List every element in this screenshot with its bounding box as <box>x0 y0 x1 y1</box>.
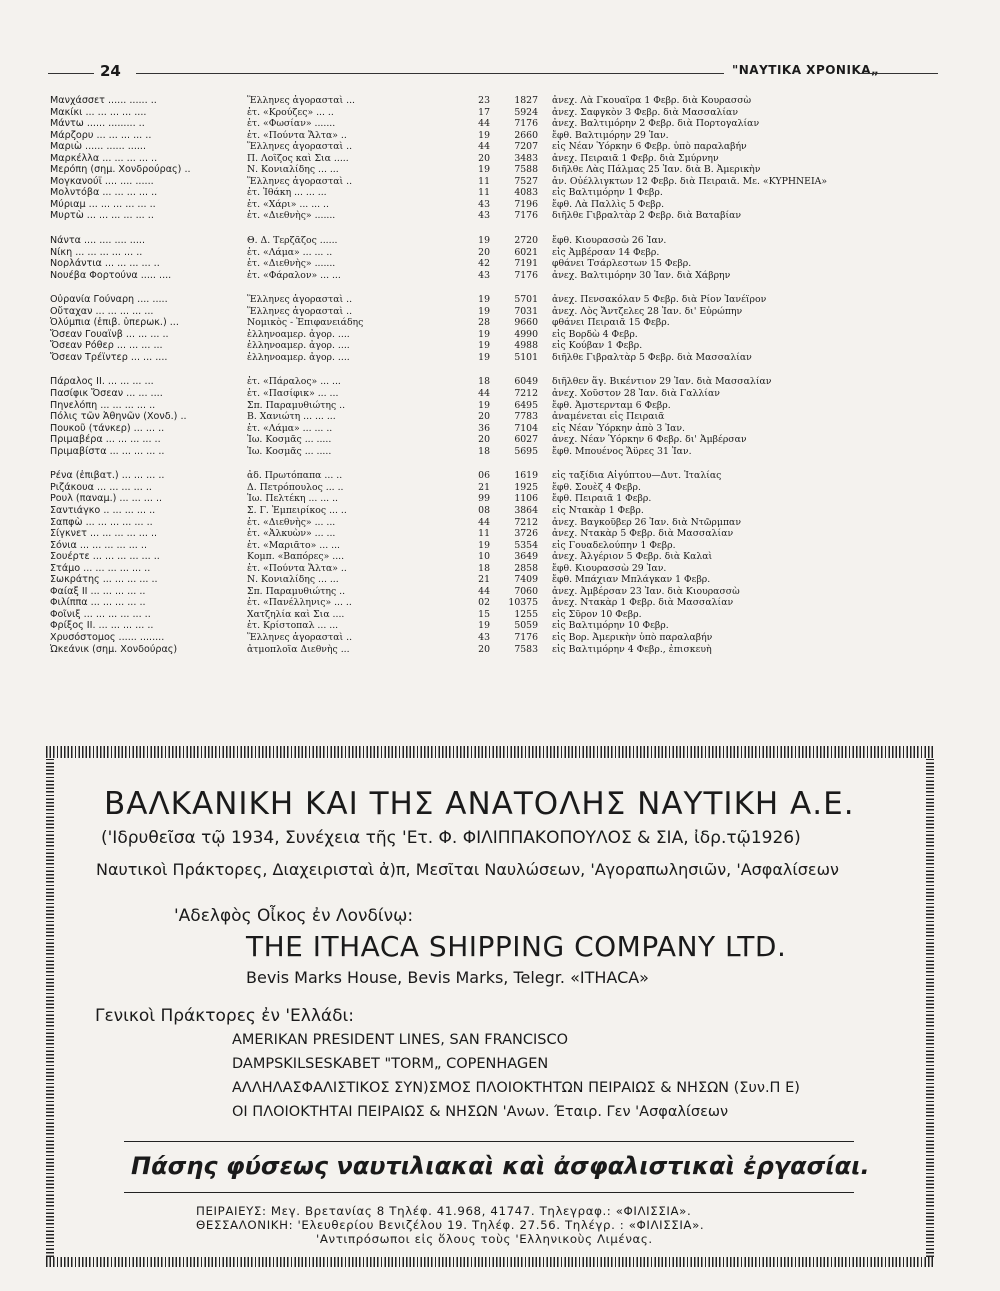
ad-sister-house: 'Αδελφὸς Οἶκος ἐν Λονδίνῳ: <box>174 906 414 926</box>
ship-position: ἔφθ. Πειραιᾶ 1 Φεβρ. <box>552 493 652 505</box>
ship-tonnage: 7588 <box>514 164 538 176</box>
ship-code: 17 <box>478 106 490 118</box>
ship-tonnage: 1827 <box>514 95 538 106</box>
ship-name: Φιλίππα ... ... ... ... .. <box>50 597 146 609</box>
table-row <box>50 423 950 435</box>
table-row <box>50 505 950 517</box>
ship-name: Σαπφὼ ... ... ... ... ... .. <box>50 516 153 528</box>
ship-code: 20 <box>478 643 490 655</box>
ship-code: 19 <box>478 294 490 306</box>
ship-tonnage: 4988 <box>514 340 538 352</box>
ship-agent: Ἰω. Πελτέκη ... ... .. <box>247 493 338 505</box>
ship-code: 21 <box>478 574 490 586</box>
ship-tonnage: 7196 <box>514 198 538 210</box>
ship-name: Πάραλος ΙΙ. ... ... ... ... <box>50 376 154 388</box>
ship-tonnage: 5924 <box>514 106 538 118</box>
ship-code: 19 <box>478 539 490 551</box>
ship-agent: Ν. Κονιαλίδης ... ... <box>247 164 339 176</box>
ship-position: ἔφθ. Κιουρασσὼ 29 Ἰαν. <box>552 562 667 574</box>
ship-name: Μαριὼ ...... ...... ...... <box>50 141 147 153</box>
ship-code: 19 <box>478 620 490 632</box>
ship-agent: Χατζηλία καὶ Σια .... <box>247 608 345 620</box>
journal-title: "ΝΑΥΤΙΚΑ ΧΡΟΝΙΚΑ„ <box>732 63 880 77</box>
ship-agent: Σπ. Παραμυθιώτης .. <box>247 585 346 597</box>
ship-tonnage: 5701 <box>514 294 538 306</box>
ship-position: ἀνεχ. Πενσακόλαν 5 Φεβρ. διὰ Ρίον Ἰανέϊρον <box>552 294 767 306</box>
ship-name: Μογκανούϊ .... .... ...... <box>50 175 154 187</box>
ship-agent: ἑτ. «Πασίφικ» ... ... <box>247 388 339 400</box>
ship-position: ἀνεχ. Βαλτιμόρην 30 Ἰαν. διὰ Χάβρην <box>552 269 731 281</box>
ship-tonnage: 2660 <box>514 129 538 141</box>
ship-position: διῆλθε Γιβραλτὰρ 2 Φεβρ. διὰ Βαταβίαν <box>552 210 742 222</box>
ship-code: 44 <box>478 585 490 597</box>
table-row <box>50 517 950 529</box>
ad-agent-line: ΟΙ ΠΛΟΙΟΚΤΗΤΑΙ ΠΕΙΡΑΙΩΣ & ΝΗΣΩΝ 'Ανων. Έταιρ. Γεν 'Ασφαλίσεων <box>232 1104 729 1120</box>
ship-tonnage: 3649 <box>514 551 538 563</box>
ship-code: 44 <box>478 516 490 528</box>
ship-tonnage: 1925 <box>514 481 538 493</box>
ship-tonnage: 10375 <box>508 597 538 609</box>
ship-tonnage: 5354 <box>514 539 538 551</box>
ship-group <box>50 95 950 222</box>
ship-position: ἀνεχ. Νέαν Ὑόρκην 6 Φεβρ. δι' Ἀμβέρσαν <box>552 434 747 446</box>
table-row <box>50 411 950 423</box>
ship-position: ἀνεχ. Σαφγκὸν 3 Φεβρ. διὰ Μασσαλίαν <box>552 106 738 118</box>
decorative-border <box>46 746 934 758</box>
ship-agent: ἑτ. «Πούντα Ἄλτα» .. <box>247 129 347 141</box>
ship-tonnage: 6027 <box>514 434 538 446</box>
ship-code: 19 <box>478 235 490 247</box>
ship-name: Πασίφικ Ὄσεαν ... ... .... <box>50 388 163 400</box>
ship-position: εἰς Σῦρον 10 Φεβρ. <box>552 608 642 620</box>
ship-code: 19 <box>478 399 490 411</box>
ship-agent: ἑτ. «Διεθνὴς» ... ... <box>247 516 336 528</box>
header-rule <box>136 73 724 74</box>
ship-code: 11 <box>478 175 490 187</box>
ship-agent: Ἕλληνες ἀγορασταὶ .. <box>247 631 353 643</box>
ship-agent: Σ. Γ. Ἐμπειρίκος ... .. <box>247 504 347 516</box>
ship-tonnage: 7104 <box>514 422 538 434</box>
ad-representatives: 'Αντιπρόσωποι εἰς ὅλους τοὺς 'Ελληνικοὺς Λιμένας. <box>316 1232 653 1246</box>
table-row <box>50 597 950 609</box>
ship-position: εἰς Βαλτιμόρην 10 Φεβρ. <box>552 620 669 632</box>
ad-rule <box>124 1192 854 1193</box>
ship-name: Νάντα .... .... .... ..... <box>50 235 146 247</box>
ship-tonnage: 7207 <box>514 141 538 153</box>
table-row <box>50 540 950 552</box>
table-row <box>50 388 950 400</box>
table-row <box>50 586 950 598</box>
ship-code: 06 <box>478 470 490 482</box>
ship-position: ἀν. Οὐέλλιγκτων 12 Φεβρ. διὰ Πειραιᾶ. Με. «ΚΥΡΗΝΕΙΑ» <box>552 175 828 187</box>
ship-name: Σουέρτε ... ... ... ... ... .. <box>50 551 160 563</box>
ship-agent: ἑτ. «Κρούζες» ... .. <box>247 106 334 118</box>
ship-code: 11 <box>478 187 490 199</box>
ship-name: Νίκη ... ... ... ... ... .. <box>50 246 143 258</box>
ad-agent-line: AMERIKAN PRESIDENT LINES, SAN FRANCISCO <box>232 1032 569 1048</box>
table-row <box>50 434 950 446</box>
ship-code: 23 <box>478 95 490 106</box>
ship-code: 44 <box>478 118 490 130</box>
table-row <box>50 644 950 656</box>
ship-code: 19 <box>478 340 490 352</box>
ship-agent: Π. Λοΐζος καὶ Σια ..... <box>247 152 349 164</box>
ship-name: Μανχάσσετ ...... ...... .. <box>50 95 157 106</box>
ship-agent: ἑλληνοαμερ. ἀγορ. .... <box>247 328 350 340</box>
ship-code: 19 <box>478 305 490 317</box>
ship-name: Μερόπη (σημ. Χονδρούρας) .. <box>50 164 191 176</box>
table-row <box>50 400 950 412</box>
ship-tonnage: 7176 <box>514 269 538 281</box>
ship-agent: ἑτ. «Χάρι» ... ... .. <box>247 198 329 210</box>
ship-agent: Κομπ. «Βαπόρες» .... <box>247 551 345 563</box>
ship-agent: ἑτ. «Διεθνὴς» ....... <box>247 258 336 270</box>
ship-name: Μακίκι ... ... ... ... .... <box>50 106 147 118</box>
ship-position: φθάνει Τσάρλεστων 15 Φεβρ. <box>552 258 692 270</box>
ship-name: Πόλις τῶν Ἀθηνῶν (Χονδ.) .. <box>50 411 187 423</box>
ship-position: ἔφθ. Ἀμστερνταμ 6 Φεβρ. <box>552 399 671 411</box>
ship-position: εἰς Νέαν Ὑόρκην 6 Φεβρ. ὑπὸ παραλαβήν <box>552 141 747 153</box>
ad-agent-line: ΑΛΛΗΛΑΣΦΑΛΙΣΤΙΚΟΣ ΣΥΝ)ΣΜΟΣ ΠΛΟΙΟΚΤΗΤΩΝ ΠΕΙΡΑΙΩΣ & ΝΗΣΩΝ (Συν.Π Ε) <box>232 1080 800 1096</box>
ship-tonnage: 6495 <box>514 399 538 411</box>
ship-tonnage: 5101 <box>514 351 538 363</box>
ship-code: 43 <box>478 198 490 210</box>
ship-tonnage: 4083 <box>514 187 538 199</box>
ship-tonnage: 7060 <box>514 585 538 597</box>
table-row <box>50 210 950 222</box>
ship-tonnage: 6021 <box>514 246 538 258</box>
ship-agent: ἑτ. «Διεθνὴς» ....... <box>247 210 336 222</box>
table-row <box>50 620 950 632</box>
ship-name: Φρίξος ΙΙ. ... ... ... ... .. <box>50 620 154 632</box>
ship-agent: ἑλληνοαμερ. ἀγορ. .... <box>247 351 350 363</box>
ship-tonnage: 2858 <box>514 562 538 574</box>
table-row <box>50 470 950 482</box>
ship-name: Ρένα (ἐπιβατ.) ... ... ... .. <box>50 470 165 482</box>
ship-position: ἀνεχ. Πειραιᾶ 1 Φεβρ. διὰ Σμύρνην <box>552 152 719 164</box>
ship-agent: ἀδ. Πρωτόπαπα ... .. <box>247 470 343 482</box>
ship-code: 44 <box>478 141 490 153</box>
table-row <box>50 176 950 188</box>
ship-code: 02 <box>478 597 490 609</box>
ship-tonnage: 7031 <box>514 305 538 317</box>
ship-agent: Θ. Δ. Τερζᾶζος ...... <box>247 235 338 247</box>
table-row <box>50 317 950 329</box>
ship-name: Νουέβα Φορτούνα ..... .... <box>50 269 172 281</box>
ship-tonnage: 7176 <box>514 631 538 643</box>
ship-position: ἀνεχ. Ἀλγέριον 5 Φεβρ. διὰ Καλαὶ <box>552 551 713 563</box>
ship-agent: Ἕλληνες ἀγορασταὶ .. <box>247 294 353 306</box>
ship-position: ἔφθ. Σουὲζ 4 Φεβρ. <box>552 481 641 493</box>
table-row <box>50 329 950 341</box>
ship-code: 21 <box>478 481 490 493</box>
ship-agent: Σπ. Παραμυθιώτης .. <box>247 399 346 411</box>
table-row <box>50 130 950 142</box>
ship-code: 19 <box>478 351 490 363</box>
table-row <box>50 609 950 621</box>
ship-code: 42 <box>478 258 490 270</box>
table-row <box>50 118 950 130</box>
header-rule <box>860 73 938 74</box>
ship-tonnage: 6049 <box>514 376 538 388</box>
ship-position: ἀνεχ. Λὸς Ἄντζελες 28 Ἰαν. δι' Εὐρώπην <box>552 305 743 317</box>
ship-name: Πριμαβέρα ... ... ... ... .. <box>50 434 161 446</box>
ship-name: Χρυσόστομος ...... ........ <box>50 631 165 643</box>
ship-name: Οὐρανία Γούναρη .... ..... <box>50 294 168 306</box>
ship-position: διῆλθε Λὰς Πάλμας 25 Ἰαν. διὰ Β. Ἀμερικὴν <box>552 164 761 176</box>
ship-tonnage: 2720 <box>514 235 538 247</box>
ship-code: 43 <box>478 210 490 222</box>
ship-name: Οὔταχαν ... ... ... ... ... <box>50 305 154 317</box>
ship-tonnage: 7212 <box>514 516 538 528</box>
ship-code: 20 <box>478 246 490 258</box>
ship-agent: ἑτ. «Πανέλληνις» ... .. <box>247 597 352 609</box>
ad-slogan: Πάσης φύσεως ναυτιλιακαὶ καὶ ἀσφαλιστικαὶ ἐργασίαι. <box>131 1152 870 1180</box>
table-row <box>50 107 950 119</box>
ship-position: ἀνεχ. Λὰ Γκουαΐρα 1 Φεβρ. διὰ Κουρασσὼ <box>552 95 752 106</box>
ship-code: 10 <box>478 551 490 563</box>
ad-company-name: THE ITHACA SHIPPING COMPANY LTD. <box>246 930 787 963</box>
ship-code: 20 <box>478 434 490 446</box>
ship-code: 18 <box>478 376 490 388</box>
ship-position: ἔφθ. Κιουρασσὼ 26 Ἰαν. <box>552 235 667 247</box>
ship-agent: Ἕλληνες ἀγορασταὶ .. <box>247 141 353 153</box>
ship-code: 36 <box>478 422 490 434</box>
ship-agent: ἑτ. «Πάραλος» ... ... <box>247 376 341 388</box>
ship-tonnage: 3864 <box>514 504 538 516</box>
ship-tonnage: 7409 <box>514 574 538 586</box>
ship-code: 43 <box>478 631 490 643</box>
ship-positions-table <box>50 95 950 668</box>
ship-name: Ρουλ (παναμ.) ... ... ... .. <box>50 493 163 505</box>
ship-position: ἀναμένεται εἰς Πειραιᾶ <box>552 411 665 423</box>
ship-tonnage: 4990 <box>514 328 538 340</box>
ad-contact-thessaloniki: ΘΕΣΣΑΛΟΝΙΚΗ: 'Ελευθερίου Βενιζέλου 19. Τηλέφ. 27.56. Τηλέγρ. : «ΦΙΛΙΣΣΙΑ». <box>196 1218 705 1232</box>
ship-tonnage: 7583 <box>514 643 538 655</box>
ship-code: 08 <box>478 504 490 516</box>
ship-name: Σαντιάγκο .. ... ... ... .. <box>50 504 156 516</box>
table-row <box>50 270 950 282</box>
ship-name: Ὠκεάνικ (σημ. Χονδούρας) <box>50 643 178 655</box>
page-number: 24 <box>100 62 121 80</box>
ship-group <box>50 470 950 655</box>
ship-position: φθάνει Πειραιᾶ 15 Φεβρ. <box>552 317 670 329</box>
table-row <box>50 493 950 505</box>
ship-tonnage: 5059 <box>514 620 538 632</box>
ship-agent: Ἕλληνες ἀγορασταὶ .. <box>247 305 353 317</box>
ship-position: ἔφθ. Λὰ Παλλὶς 5 Φεβρ. <box>552 198 665 210</box>
table-row <box>50 446 950 458</box>
ship-agent: ἑτ. «Πούντα Ἄλτα» .. <box>247 562 347 574</box>
ship-code: 18 <box>478 445 490 457</box>
ship-code: 15 <box>478 608 490 620</box>
ship-name: Νορλάντια ... ... ... ... .. <box>50 258 160 270</box>
ship-agent: Β. Χανιώτη ... ... ... <box>247 411 336 423</box>
ship-position: εἰς Νέαν Ὑόρκην ἀπὸ 3 Ἰαν. <box>552 422 685 434</box>
ad-address: Bevis Marks House, Bevis Marks, Telegr. «ITHACA» <box>246 968 649 987</box>
ship-agent: ἑλληνοαμερ. ἀγορ. .... <box>247 340 350 352</box>
ship-tonnage: 7191 <box>514 258 538 270</box>
ship-tonnage: 1255 <box>514 608 538 620</box>
ship-code: 11 <box>478 528 490 540</box>
ship-name: Σίγκνετ ... ... ... ... ... .. <box>50 528 158 540</box>
ship-agent: ἑτ. «Λάμα» ... ... .. <box>247 246 333 258</box>
ship-name: Ριζάκουα ... ... ... ... .. <box>50 481 152 493</box>
ship-group <box>50 235 950 281</box>
ship-position: εἰς Ἀμβέρσαν 14 Φεβρ. <box>552 246 660 258</box>
ship-tonnage: 7176 <box>514 118 538 130</box>
ship-name: Μυρτὼ ... ... ... ... ... .. <box>50 210 154 222</box>
ship-name: Φαίαξ ΙΙ ... ... ... ... .. <box>50 585 146 597</box>
advertisement-box <box>46 746 934 1267</box>
ship-agent: Ἕλληνες ἀγορασταὶ ... <box>247 95 356 106</box>
table-row <box>50 528 950 540</box>
ship-tonnage: 3726 <box>514 528 538 540</box>
ship-group <box>50 294 950 363</box>
table-row <box>50 306 950 318</box>
ship-tonnage: 7783 <box>514 411 538 423</box>
table-row <box>50 199 950 211</box>
table-row <box>50 376 950 388</box>
ad-rule <box>124 1141 854 1142</box>
ship-position: ἔφθ. Βαλτιμόρην 29 Ἰαν. <box>552 129 669 141</box>
ship-name: Σόνια ... ... ... ... ... .. <box>50 539 148 551</box>
ship-position: διῆλθεν ἅγ. Βικέντιον 29 Ἰαν. διὰ Μασσαλίαν <box>552 376 772 388</box>
table-row <box>50 235 950 247</box>
ship-name: Ὀλύμπια (ἐπιβ. ὑπερωκ.) ... <box>50 317 179 329</box>
ship-agent: ἑτ. «Φάραλον» ... ... <box>247 269 341 281</box>
table-row <box>50 563 950 575</box>
ship-position: εἰς Βαλτιμόρην 4 Φεβρ., ἐπισκευὴ <box>552 643 712 655</box>
ship-agent: Ἰω. Κοσμᾶς ... ..... <box>247 445 332 457</box>
ship-tonnage: 7212 <box>514 388 538 400</box>
ship-name: Φοῖνιξ ... ... ... ... ... .. <box>50 608 151 620</box>
table-row <box>50 141 950 153</box>
ship-tonnage: 1106 <box>514 493 538 505</box>
ship-position: εἰς Βαλτιμόρην 1 Φεβρ. <box>552 187 663 199</box>
ship-name: Μολντόβα ... ... ... ... .. <box>50 187 158 199</box>
ship-code: 44 <box>478 388 490 400</box>
ship-position: διῆλθε Γιβραλτὰρ 5 Φεβρ. διὰ Μασσαλίαν <box>552 351 752 363</box>
table-row <box>50 574 950 586</box>
table-row <box>50 187 950 199</box>
ad-subtitle: ('Ιδρυθεῖσα τῷ 1934, Συνέχεια τῆς 'Ετ. Φ. ΦΙΛΙΠΠΑΚΟΠΟΥΛΟΣ & ΣΙΑ, ἰδρ.τῷ1926) <box>101 828 801 848</box>
ship-code: 28 <box>478 317 490 329</box>
table-row <box>50 258 950 270</box>
ship-name: Σωκράτης ... ... ... ... .. <box>50 574 158 586</box>
ad-title: ΒΑΛΚΑΝΙΚΗ ΚΑΙ ΤΗΣ ΑΝΑΤΟΛΗΣ ΝΑΥΤΙΚΗ Α.Ε. <box>104 786 855 822</box>
table-row <box>50 95 950 107</box>
ship-position: εἰς Γουαδελούπην 1 Φεβρ. <box>552 539 676 551</box>
ship-position: εἰς Ντακὰρ 1 Φεβρ. <box>552 504 644 516</box>
ship-name: Πηνελόπη ... ... ... ... .. <box>50 399 156 411</box>
table-row <box>50 632 950 644</box>
ship-name: Ὄσεαν Τρέϊντερ ... ... .... <box>50 351 168 363</box>
ship-agent: ἑτ. «Φωσίαν» ....... <box>247 118 336 130</box>
ship-name: Πουκοῦ (τάνκερ) ... ... .. <box>50 422 165 434</box>
table-row <box>50 247 950 259</box>
ship-name: Μάρζορυ ... ... ... ... .. <box>50 129 152 141</box>
ship-agent: ἑτ. «Μαριᾶτο» ... ... <box>247 539 340 551</box>
ship-name: Πριμαβίστα ... ... ... ... .. <box>50 445 165 457</box>
ship-agent: Νομικὸς - Ἐπιφανειάδης <box>247 317 364 329</box>
table-row <box>50 482 950 494</box>
ship-group <box>50 376 950 457</box>
table-row <box>50 340 950 352</box>
table-row <box>50 352 950 364</box>
ship-name: Ὄσεαν Γουαϊνβ ... ... ... .. <box>50 328 169 340</box>
ship-code: 99 <box>478 493 490 505</box>
ship-code: 18 <box>478 562 490 574</box>
ship-agent: ἑτ. «Λάμα» ... ... .. <box>247 422 333 434</box>
ship-agent: ἑτ. Ἰθάκη ... ... ... <box>247 187 327 199</box>
ship-position: ἀνεχ. Ντακὰρ 5 Φεβρ. διὰ Μασσαλίαν <box>552 528 734 540</box>
decorative-border <box>46 1257 934 1267</box>
ad-general-agents: Γενικοὶ Πράκτορες ἐν 'Ελλάδι: <box>95 1006 354 1026</box>
ship-position: εἰς Βορδὼ 4 Φεβρ. <box>552 328 638 340</box>
ship-name: Ὄσεαν Ρόθερ ... ... ... ... <box>50 340 163 352</box>
table-row <box>50 294 950 306</box>
ship-position: ἀνεχ. Ἀμβέρσαν 23 Ἰαν. διὰ Κιουρασσὼ <box>552 585 740 597</box>
page-header <box>48 62 938 84</box>
ad-services: Ναυτικοὶ Πράκτορες, Διαχειρισταὶ ἀ)π, Μεσῖται Ναυλώσεων, 'Αγοραπωλησιῶν, 'Ασφαλίσεων <box>96 860 839 879</box>
ship-tonnage: 9660 <box>514 317 538 329</box>
ship-tonnage: 1619 <box>514 470 538 482</box>
ship-code: 19 <box>478 328 490 340</box>
ship-code: 19 <box>478 129 490 141</box>
ship-position: ἀνεχ. Βαγκοῦβερ 26 Ἰαν. διὰ Ντῶρμπαν <box>552 516 741 528</box>
table-row <box>50 153 950 165</box>
ship-agent: ἑτ. Κρίστοπαλ ... ... <box>247 620 339 632</box>
ship-name: Μύριαμ ... ... ... ... ... .. <box>50 198 156 210</box>
ship-position: εἰς Βορ. Ἀμερικὴν ὑπὸ παραλαβήν <box>552 631 713 643</box>
table-row <box>50 551 950 563</box>
ship-agent: ἀτμοπλοΐα Διεθνὴς ... <box>247 643 350 655</box>
ship-position: ἀνεχ. Ντακὰρ 1 Φεβρ. διὰ Μασσαλίαν <box>552 597 734 609</box>
decorative-border <box>926 758 934 1257</box>
ad-agent-line: DAMPSKILSESKABET "TORM„ COPENHAGEN <box>232 1056 549 1072</box>
ship-name: Μαρκέλλα ... ... ... ... .. <box>50 152 158 164</box>
ship-code: 20 <box>478 152 490 164</box>
decorative-border <box>46 758 54 1257</box>
ship-position: ἔφθ. Μπουένος Ἄϋρες 31 Ἰαν. <box>552 445 692 457</box>
ad-contact-piraeus: ΠΕΙΡΑΙΕΥΣ: Μεγ. Βρετανίας 8 Τηλέφ. 41.968, 41747. Τηλεγραφ.: «ΦΙΛΙΣΣΙΑ». <box>196 1204 692 1218</box>
ship-tonnage: 7176 <box>514 210 538 222</box>
ship-position: ἀνεχ. Βαλτιμόρην 2 Φεβρ. διὰ Πορτογαλίαν <box>552 118 760 130</box>
ship-agent: Ν. Κονιαλίδης ... ... <box>247 574 339 586</box>
ship-code: 19 <box>478 164 490 176</box>
ship-code: 20 <box>478 411 490 423</box>
ship-tonnage: 3483 <box>514 152 538 164</box>
ship-name: Στάμο ... ... ... ... ... .. <box>50 562 151 574</box>
ship-code: 43 <box>478 269 490 281</box>
ship-tonnage: 7527 <box>514 175 538 187</box>
ship-position: εἰς ταξίδια Αἰγύπτου—Δυτ. Ἰταλίας <box>552 470 722 482</box>
ship-name: Μάντω ...... ......... .. <box>50 118 145 130</box>
ship-agent: Ἕλληνες ἀγορασταὶ .. <box>247 175 353 187</box>
table-row <box>50 164 950 176</box>
ship-position: ἀνεχ. Χοῦστον 28 Ἰαν. διὰ Γαλλίαν <box>552 388 720 400</box>
ship-agent: Ἰω. Κοσμᾶς ... ..... <box>247 434 332 446</box>
ship-tonnage: 5695 <box>514 445 538 457</box>
ship-position: ἔφθ. Μπάχιαν Μπλάγκαν 1 Φεβρ. <box>552 574 711 586</box>
ship-agent: ἑτ. «Ἀλκυὼν» ... ... <box>247 528 336 540</box>
ship-agent: Δ. Πετρόπουλος ... .. <box>247 481 344 493</box>
header-rule <box>48 73 94 74</box>
ship-position: εἰς Κούβαν 1 Φεβρ. <box>552 340 643 352</box>
